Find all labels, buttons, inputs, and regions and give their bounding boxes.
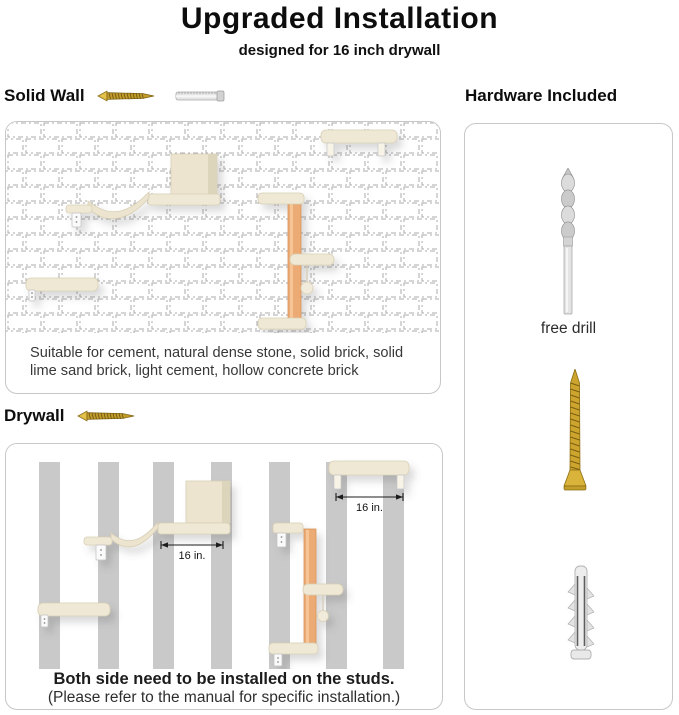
drywall-heading: Drywall (4, 406, 65, 425)
screw-icon (76, 410, 138, 422)
free-drill-label: free drill (540, 320, 597, 337)
solid-wall-heading-row (4, 86, 225, 106)
hardware-heading: Hardware Included (465, 86, 618, 105)
drywall-caption (6, 670, 442, 708)
hardware-heading-row (465, 86, 617, 106)
drywall-caption-note: (Please refer to the manual for specific installation.) (47, 688, 401, 706)
solid-wall-heading: Solid Wall (4, 86, 85, 105)
solid-wall-caption: Suitable for cement, natural dense stone, solid brick, solid lime sand brick, light cement, hollow concrete brick (30, 345, 404, 380)
screw-icon (97, 90, 157, 102)
drywall-panel (5, 443, 443, 710)
wall-anchor-icon (563, 564, 599, 664)
solid-wall-panel (5, 121, 441, 394)
drill-bit-icon (553, 168, 583, 316)
dim-label-shelf: 16 in. (356, 502, 383, 514)
hardware-panel (464, 123, 673, 710)
page-subtitle: designed for 16 inch drywall (238, 42, 441, 59)
drywall-heading-row (4, 406, 138, 426)
drywall-caption-bold: Both side need to be installed on the studs. (53, 670, 395, 688)
brick-wall-illustration (6, 122, 439, 333)
dim-label-condo: 16 in. (178, 550, 206, 562)
screw-icon (562, 369, 588, 493)
drywall-studs-illustration (6, 444, 441, 669)
wall-anchor-icon (175, 89, 225, 103)
page-title: Upgraded Installation (180, 2, 499, 35)
